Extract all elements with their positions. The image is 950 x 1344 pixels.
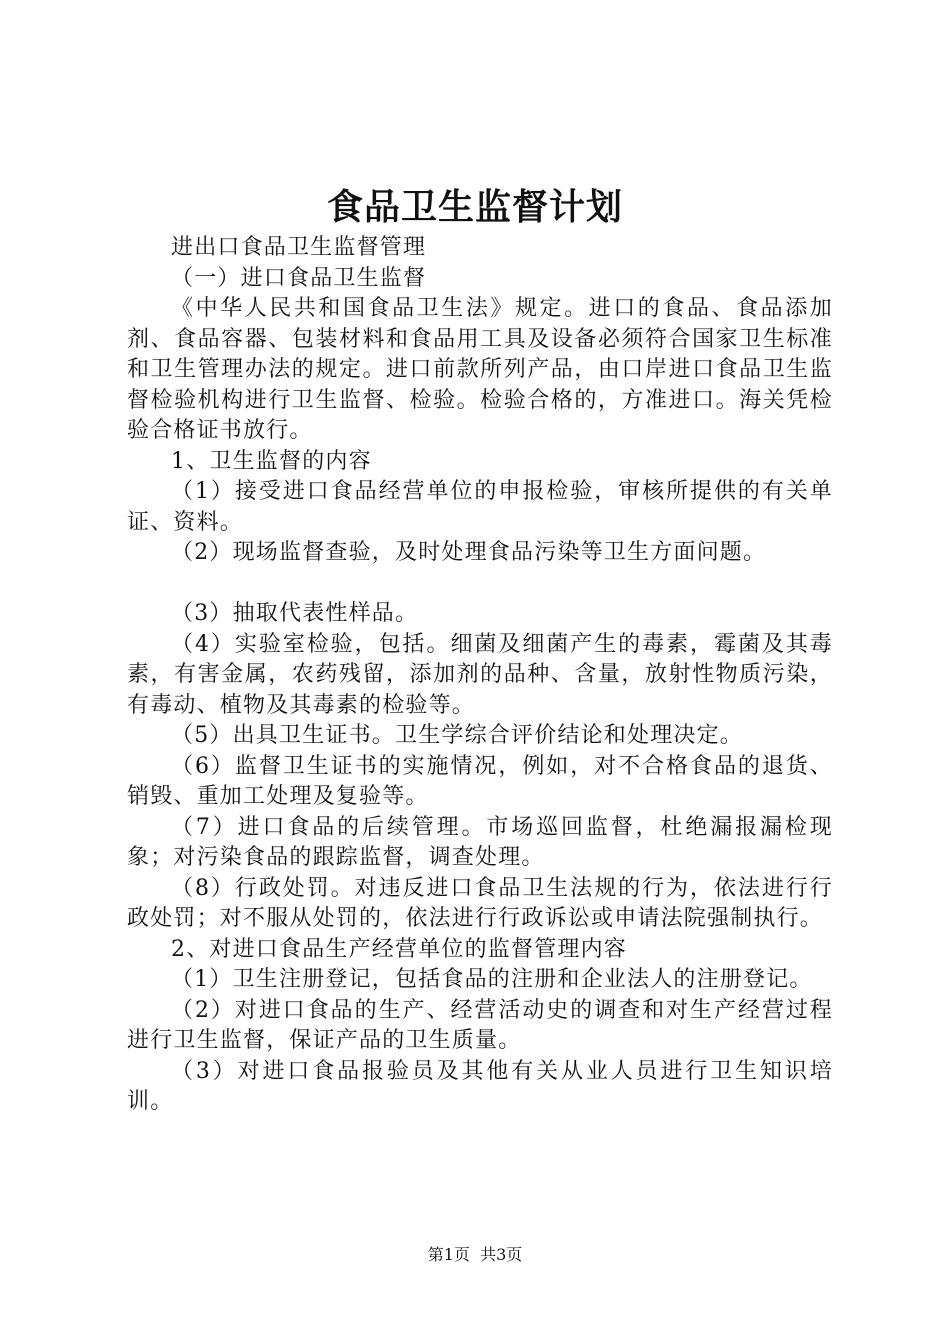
list-item: （7）进口食品的后续管理。市场巡回监督，杜绝漏报漏检现象；对污染食品的跟踪监督，调查处理。 (127, 814, 833, 870)
body-paragraph: 《中华人民共和国食品卫生法》规定。进口的食品、食品添加剂、食品容器、包装材料和食品用工具及设备必须符合国家卫生标准和卫生管理办法的规定。进口前款所列产品，由口岸进口食品卫生监督检验机构进行卫生监督、检验。检验合格的，方准进口。海关凭检验合格证书放行。 (127, 296, 833, 443)
list-item: （2）对进口食品的生产、经营活动史的调查和对生产经营过程进行卫生监督，保证产品的卫生质量。 (127, 997, 833, 1053)
list-item: （4）实验室检验，包括。细菌及细菌产生的毒素，霉菌及其毒素，有害金属，农药残留，添加剂的品种、含量，放射性物质污染，有毒动、植物及其毒素的检验等。 (127, 631, 833, 718)
list-item: （1）卫生注册登记，包括食品的注册和企业法人的注册登记。 (171, 967, 813, 992)
list-heading: 2、对进口食品生产经营单位的监督管理内容 (171, 936, 627, 962)
list-heading: 1、卫生监督的内容 (171, 448, 372, 474)
list-item: （3）对进口食品报验员及其他有关从业人员进行卫生知识培训。 (127, 1058, 833, 1114)
page-number-footer: 第1页 共3页 (427, 1245, 523, 1264)
list-item: （3）抽取代表性样品。 (171, 601, 419, 626)
list-item: （6）监督卫生证书的实施情况，例如，对不合格食品的退货、销毁、重加工处理及复验等。 (127, 753, 833, 809)
section-heading: 进出口食品卫生监督管理 (171, 235, 427, 260)
list-item: （1）接受进口食品经营单位的申报检验，审核所提供的有关单证、资料。 (127, 479, 833, 535)
list-item: （8）行政处罚。对违反进口食品卫生法规的行为，依法进行行政处罚；对不服从处罚的，依法进行行政诉讼或申请法院强制执行。 (127, 875, 833, 931)
subsection-heading: （一）进口食品卫生监督 (171, 265, 427, 291)
document-body (127, 233, 833, 1118)
list-item: （5）出具卫生证书。卫生学综合评价结论和处理决定。 (171, 723, 743, 748)
list-item: （2）现场监督查验，及时处理食品污染等卫生方面问题。 (171, 540, 767, 565)
document-title: 食品卫生监督计划 (326, 186, 623, 228)
